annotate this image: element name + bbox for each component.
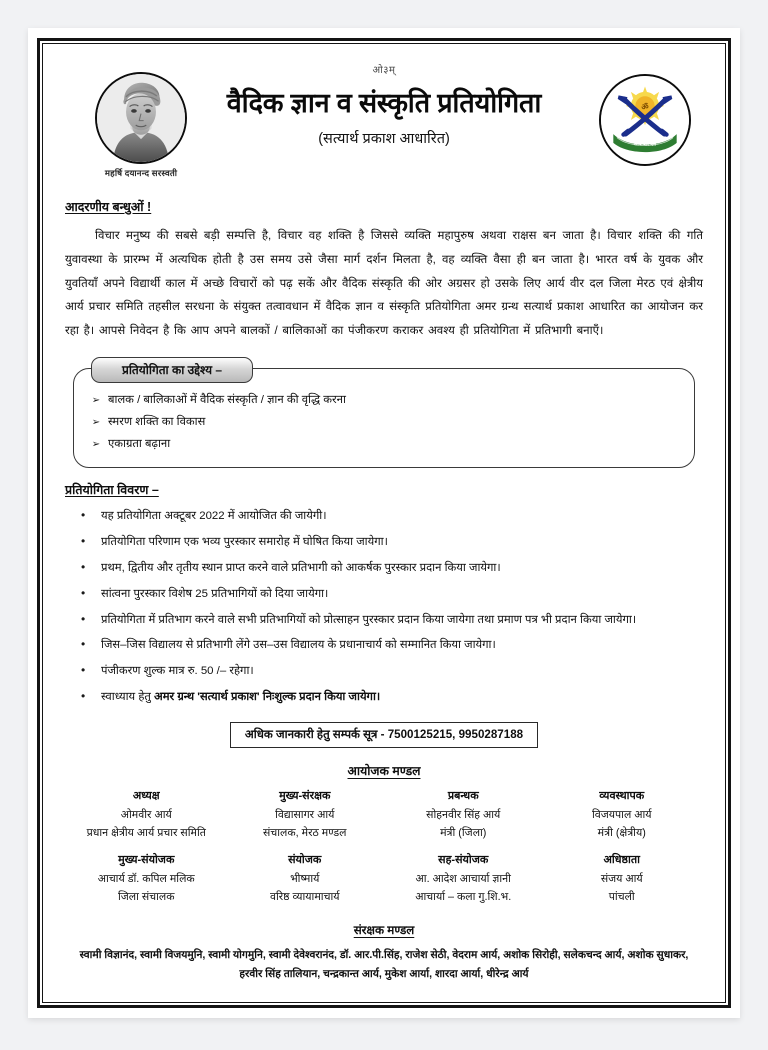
member-name: भीष्मार्य	[290, 873, 320, 886]
list-item	[81, 633, 701, 659]
member-designation: प्रधान क्षेत्रीय आर्य प्रचार समिति	[86, 827, 206, 840]
document-outer-border	[37, 38, 731, 1008]
dot-bullet-icon: •	[81, 637, 86, 652]
organizing-committee-row-1	[59, 788, 709, 840]
salutation-text: आदरणीय बन्धुओं !	[65, 200, 152, 214]
details-heading-text: प्रतियोगिता विवरण –	[65, 482, 159, 497]
objective-text: एकाग्रता बढ़ाना	[108, 438, 171, 451]
list-item	[84, 433, 684, 455]
organizing-committee-title: आयोजक मण्डल	[347, 764, 421, 779]
list-item	[81, 581, 701, 607]
member-name: विजयपाल आर्य	[591, 809, 652, 822]
committee-member	[384, 788, 543, 840]
member-designation: पांचली	[608, 891, 635, 904]
list-item	[81, 530, 701, 556]
list-item	[81, 685, 701, 711]
details-heading	[65, 481, 709, 498]
member-name: विद्यासागर आर्य	[275, 809, 335, 822]
member-role: अध्यक्ष	[132, 790, 160, 803]
intro-paragraph: विचार मनुष्य की सबसे बड़ी सम्पत्ति है, विचार वह शक्ति है जिससे व्यक्ति महापुरुष अथवा राक्षस बन जाता है। विचार शक्ति की गति युवावस्था के प्रारम्भ में अत्यधिक होती है उस समय उसे जैसा मार्ग दर्शन मिलता है, वह व्यक्ति वैसा ही बन जाता है। भारत वर्ष के युवक और युवतियाँ अपने विद्यार्थी काल में अच्छे विचारों को पढ़ सकें और वैदिक संस्कृति की ओर अग्रसर हो उसके लिए आर्य वीर दल जिला मेरठ एवं क्षेत्रीय आर्य प्रचार समिति तहसील सरधना के संयुक्त तत्वावधान में वैदिक ज्ञान व संस्कृति प्रतियोगिता अमर ग्रन्थ सत्यार्थ प्रकाश आधारित का आयोजन कर रहा है। आपसे निवेदन है कि आप अपने बालकों / बालिकाओं का पंजीकरण कराकर अवश्य ही प्रतियोगिता में प्रतिभागी बनाएँ।	[65, 229, 703, 338]
detail-text: स्वाध्याय हेतु अमर ग्रन्थ 'सत्यार्थ प्रकाश' निःशुल्क प्रदान किया जायेगा।	[101, 691, 381, 704]
member-designation: वरिष्ठ व्यायामाचार्य	[269, 891, 340, 904]
list-item	[81, 659, 701, 685]
patron-line: स्वामी विज्ञानंद, स्वामी विजयमुनि, स्वामी योगमुनि, स्वामी देवेश्वरानंद, डॉ. आर.पी.सिंह, राजेश सेठी, वेदराम आर्य, अशोक सिरोही, सलेकचन्द आर्य, अशोक सुधाकर,	[79, 949, 689, 962]
svg-text:आर्य वीर दल: आर्य वीर दल	[633, 142, 657, 148]
document-inner-border	[42, 43, 726, 1003]
page-subtitle: (सत्यार्थ प्रकाश आधारित)	[318, 131, 450, 148]
detail-text: जिस–जिस विद्यालय से प्रतिभागी लेंगे उस–उस विद्यालय के प्रधानाचार्य को सम्मानित किया जायेगा।	[101, 639, 496, 652]
committee-member	[543, 852, 702, 904]
member-designation: मंत्री (क्षेत्रीय)	[597, 827, 646, 840]
om-symbol-text: ओ३म्	[372, 65, 396, 76]
objectives-box	[73, 368, 695, 468]
member-role: मुख्य-संरक्षक	[279, 790, 331, 803]
committee-member	[543, 788, 702, 840]
svg-text:ॐ: ॐ	[641, 102, 649, 112]
dot-bullet-icon: •	[81, 689, 86, 704]
member-designation: मंत्री (जिला)	[440, 827, 487, 840]
organizing-committee-row-2	[59, 852, 709, 904]
logo-block	[595, 74, 695, 166]
member-name: आ. आदेश आचार्या ज्ञानी	[415, 873, 511, 886]
member-role: सह-संयोजक	[438, 854, 489, 867]
detail-text: यह प्रतियोगिता अक्टूबर 2022 में आयोजित की जायेगी।	[101, 510, 327, 523]
committee-member	[67, 788, 226, 840]
member-role: अधिष्ठाता	[603, 854, 640, 867]
committee-member	[67, 852, 226, 904]
contact-row	[59, 722, 709, 748]
details-list	[81, 504, 701, 711]
list-item	[84, 411, 684, 433]
member-name: ओमवीर आर्य	[120, 809, 172, 822]
maharshi-dayanand-portrait-icon	[95, 72, 187, 164]
salutation	[65, 198, 709, 215]
page-title: वैदिक ज्ञान व संस्कृति प्रतियोगिता	[226, 88, 542, 118]
document-sheet	[43, 44, 725, 1002]
dot-bullet-icon: •	[81, 534, 86, 549]
member-name: सोहनवीर सिंह आर्य	[426, 809, 501, 822]
committee-member	[384, 852, 543, 904]
member-designation: संचालक, मेरठ मण्डल	[263, 827, 347, 840]
objectives-list	[84, 389, 684, 455]
portrait-block	[81, 72, 201, 179]
member-name: संजय आर्य	[600, 873, 643, 886]
member-designation: आचार्या – कला गु.शि.भ.	[415, 891, 512, 904]
patron-committee-title: संरक्षक मण्डल	[353, 923, 415, 938]
portrait-caption: महर्षि दयानन्द सरस्वती	[104, 168, 178, 178]
detail-text: सांत्वना पुरस्कार विशेष 25 प्रतिभागियों को दिया जायेगा।	[101, 587, 329, 600]
patron-line: हरवीर सिंह तालियान, चन्द्रकान्त आर्य, मुकेश आर्या, शारदा आर्या, धीरेन्द्र आर्य	[239, 967, 529, 980]
title-block	[209, 62, 559, 148]
member-role: संयोजक	[288, 854, 322, 867]
member-role: मुख्य-संयोजक	[118, 854, 175, 867]
member-role: प्रबन्धक	[447, 790, 479, 803]
dot-bullet-icon: •	[81, 559, 86, 574]
detail-text: प्रतियोगिता में प्रतिभाग करने वाले सभी प्रतिभागियों को प्रोत्साहन पुरस्कार प्रदान किया जायेगा तथा प्रमाण पत्र भी प्रदान किया जायेगा।	[101, 613, 637, 626]
arrow-bullet-icon: ➢	[91, 417, 101, 429]
dot-bullet-icon: •	[81, 508, 86, 523]
dot-bullet-icon: •	[81, 611, 86, 626]
objectives-heading: प्रतियोगिता का उद्देश्य –	[91, 357, 253, 383]
list-item	[81, 504, 701, 530]
objectives-section	[73, 357, 695, 468]
member-designation: जिला संचालक	[118, 891, 175, 904]
detail-text: प्रथम, द्वितीय और तृतीय स्थान प्राप्त करने वाले प्रतिभागी को आकर्षक पुरस्कार प्रदान किया जायेगा।	[101, 561, 501, 574]
arya-veer-dal-logo-icon	[599, 74, 691, 166]
dot-bullet-icon: •	[81, 663, 86, 678]
contact-info-box: अधिक जानकारी हेतु सम्पर्क सूत्र - 7500125215, 9950287188	[230, 722, 538, 748]
committee-member	[226, 852, 385, 904]
objective-text: बालक / बालिकाओं में वैदिक संस्कृति / ज्ञान की वृद्धि करना	[108, 394, 346, 407]
arrow-bullet-icon: ➢	[91, 439, 101, 451]
list-item	[84, 389, 684, 411]
member-role: व्यवस्थापक	[599, 790, 645, 803]
committee-member	[226, 788, 385, 840]
list-item	[81, 607, 701, 633]
patron-committee-names	[69, 946, 699, 983]
arrow-bullet-icon: ➢	[91, 395, 101, 407]
dot-bullet-icon: •	[81, 585, 86, 600]
detail-text: प्रतियोगिता परिणाम एक भव्य पुरस्कार समारोह में घोषित किया जायेगा।	[101, 536, 388, 549]
detail-text: पंजीकरण शुल्क मात्र रु. 50 /– रहेगा।	[101, 665, 254, 678]
member-name: आचार्य डॉ. कपिल मलिक	[97, 873, 195, 886]
objective-text: स्मरण शक्ति का विकास	[108, 416, 206, 429]
document-header	[59, 54, 709, 194]
list-item	[81, 555, 701, 581]
